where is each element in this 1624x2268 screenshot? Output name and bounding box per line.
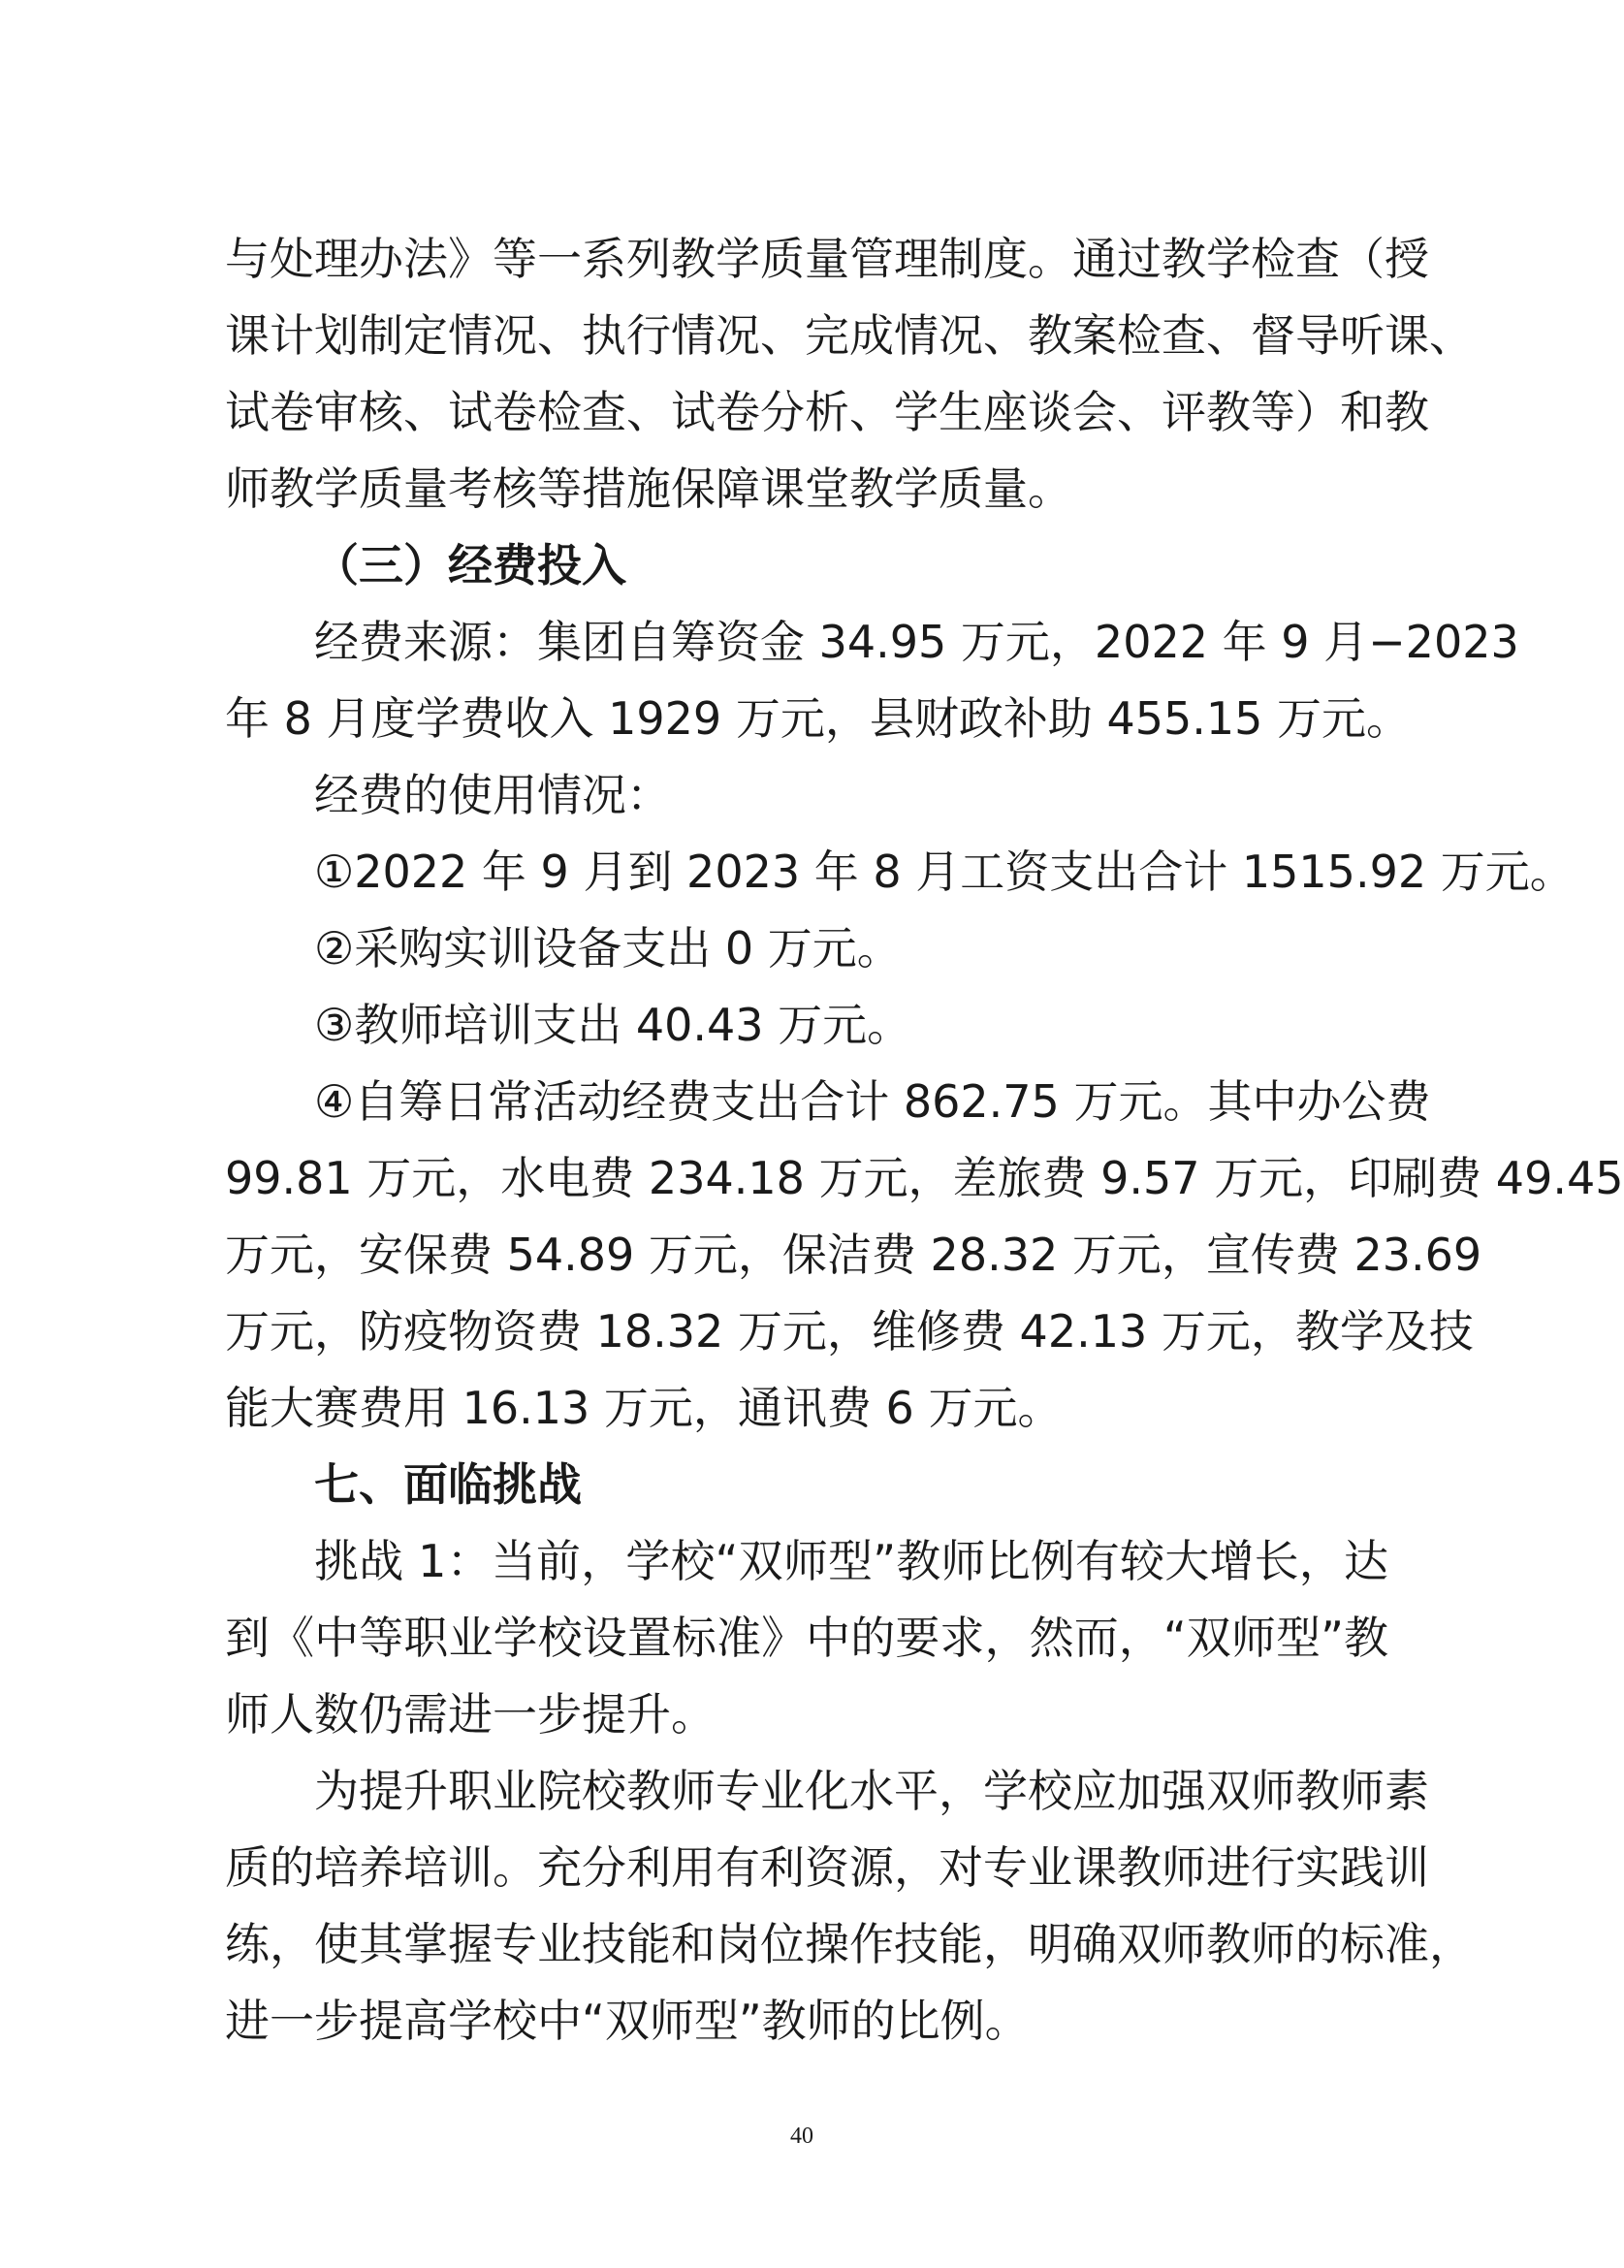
paragraph-line: 练，使其掌握专业技能和岗位操作技能，明确双师教师的标准， bbox=[225, 1918, 1474, 1970]
section-heading-challenges: 七、面临挑战 bbox=[314, 1458, 582, 1511]
usage-item: ①2022 年 9 月到 2023 年 8 月工资支出合计 1515.92 万元。 bbox=[314, 846, 1575, 898]
usage-item: ③教师培训支出 40.43 万元。 bbox=[314, 999, 912, 1051]
paragraph-line: 与处理办法》等一系列教学质量管理制度。通过教学检查（授 bbox=[225, 233, 1429, 285]
paragraph-line: 挑战 1：当前，学校“双师型”教师比例有较大增长，达 bbox=[314, 1535, 1388, 1587]
paragraph-line: 师人数仍需进一步提升。 bbox=[225, 1688, 716, 1741]
paragraph-line: 到《中等职业学校设置标准》中的要求，然而，“双师型”教 bbox=[225, 1612, 1388, 1664]
usage-item: ②采购实训设备支出 0 万元。 bbox=[314, 922, 902, 974]
paragraph-line: 进一步提高学校中“双师型”教师的比例。 bbox=[225, 1995, 1030, 2047]
paragraph-line: 经费来源：集团自筹资金 34.95 万元，2022 年 9 月−2023 bbox=[314, 616, 1519, 668]
document-body bbox=[225, 221, 1624, 2060]
paragraph-line: 年 8 月度学费收入 1929 万元，县财政补助 455.15 万元。 bbox=[225, 692, 1412, 745]
paragraph-line: 万元，安保费 54.89 万元，保洁费 28.32 万元，宣传费 23.69 bbox=[225, 1229, 1482, 1281]
paragraph-line: 万元，防疫物资费 18.32 万元，维修费 42.13 万元，教学及技 bbox=[225, 1305, 1474, 1358]
paragraph-line: 能大赛费用 16.13 万元，通讯费 6 万元。 bbox=[225, 1382, 1063, 1434]
paragraph-line: 课计划制定情况、执行情况、完成情况、教案检查、督导听课、 bbox=[225, 309, 1474, 362]
paragraph-line: 质的培养培训。充分利用有利资源，对专业课教师进行实践训 bbox=[225, 1841, 1429, 1894]
paragraph-line: 99.81 万元，水电费 234.18 万元，差旅费 9.57 万元，印刷费 49.45 bbox=[225, 1152, 1624, 1204]
paragraph-line: 试卷审核、试卷检查、试卷分析、学生座谈会、评教等）和教 bbox=[225, 386, 1429, 438]
paragraph-line: 为提升职业院校教师专业化水平，学校应加强双师教师素 bbox=[314, 1765, 1429, 1817]
paragraph-line: 师教学质量考核等措施保障课堂教学质量。 bbox=[225, 463, 1072, 515]
page-number: 40 bbox=[790, 2124, 813, 2149]
section-heading-funding: （三）经费投入 bbox=[314, 539, 626, 591]
usage-title: 经费的使用情况： bbox=[314, 769, 671, 821]
paragraph-line: ④自筹日常活动经费支出合计 862.75 万元。其中办公费 bbox=[314, 1075, 1431, 1128]
